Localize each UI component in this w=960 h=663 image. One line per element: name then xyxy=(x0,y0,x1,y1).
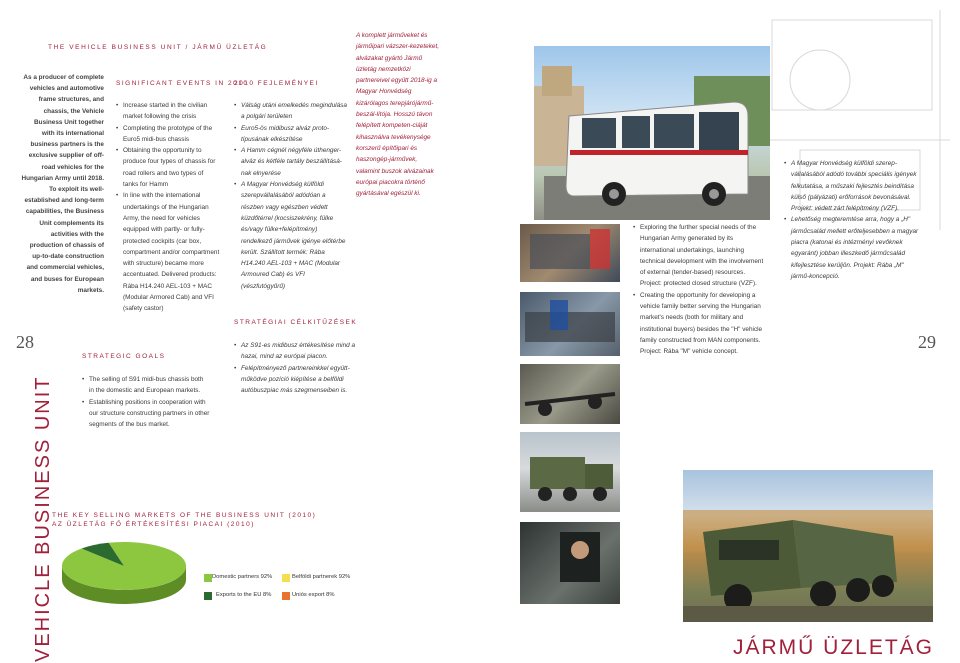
markets-title-en: THE KEY SELLING MARKETS OF THE BUSINESS UNIT (2010) xyxy=(52,512,317,519)
page-number-right: 29 xyxy=(918,332,936,352)
strategic-goals-list xyxy=(82,374,210,430)
highlight-paragraph: A komplett járműveket és járműipari vázszer-kezeteket, alvázakat gyártó Jármű üzletág nemzetközi partnereivel együtt 2018-ig a Magyar Honvédség kizárólagos terepjárójármű-beszál-lítója. Hosszú távon felépített kompeten-ciáját kihasználva tevékenysége korszerű építőipari és haszongép-járművek, valamint buszok alvázainak európai piacokra történő gyártásával egészül ki. xyxy=(356,32,439,198)
fejlemenyei-title: 2010 FEJLEMÉNYEI xyxy=(234,80,319,87)
military-truck-photo-small xyxy=(520,432,620,512)
list-item: • Creating the opportunity for developing a vehicle family better serving the Hungarian market's needs (both for military and institutional buyers) besides the "H" vehicle family constructed from MAN components. Project: Rába "M" vehicle concept. xyxy=(633,290,765,358)
legend-swatch-unios xyxy=(282,592,290,600)
military-truck-photo-large xyxy=(683,470,933,622)
right-hungarian-list xyxy=(784,158,920,282)
page-header: THE VEHICLE BUSINESS UNIT / JÁRMŰ ÜZLETÁG xyxy=(48,44,268,51)
list-item: • Lehetőség megteremtése arra, hogy a „H" járműcsalád mellett erőteljesebben a magyar piacra (katonai és intézményi vevőknek egyaránt) jobban illeszkedő járműcsalád kifejlesztése kerüljön. Projekt: Rába „M" jármű-koncepció. xyxy=(784,214,920,282)
significant-events-list xyxy=(116,100,220,315)
legend-label-domestic: Domestic partners 92% xyxy=(212,574,273,580)
markets-title-hu: AZ ÜZLETÁG FŐ ÉRTÉKESÍTÉSI PIACAI (2010) xyxy=(52,521,255,528)
celkituzesek-title: STRATÉGIAI CÉLKITŰZÉSEK xyxy=(234,319,358,326)
significant-events-title: SIGNIFICANT EVENTS IN 2010 xyxy=(116,80,249,87)
legend-label-exports: Exports to the EU 8% xyxy=(216,592,272,598)
list-item: • Az S91-es midibusz értékesítése mind a hazai, mind az európai piacon. xyxy=(234,340,358,363)
right-english-list xyxy=(633,222,765,358)
list-item: • Obtaining the opportunity to produce four types of chassis for road rollers and two types of tanks for Hamm xyxy=(116,145,220,190)
footer-title: JÁRMŰ ÜZLETÁG xyxy=(732,636,934,659)
vertical-title: VEHICLE BUSINESS UNIT xyxy=(32,375,54,662)
intro-paragraph: As a producer of complete vehicles and automotive frame structures, and chassis, the Vehicle Business Unit together with its international business partners is the exclusive supplier of off-road vehicles for the Hungarian Army until 2018. To exploit its well-established and long-term capabilities, the Business Unit complements its activities with the production of chassis of up-to-date construction and commercial vehicles, and buses for European markets. xyxy=(21,74,104,294)
legend-swatch-belfoldi xyxy=(282,574,290,582)
list-item: • Completing the prototype of the Euro5 midi-bus chassis xyxy=(116,123,220,146)
list-item: • A Hamm cégnél négyféle úthenger-alváz és kétféle tartály beszállításá-nak elnyerése xyxy=(234,145,348,179)
list-item: • In line with the international undertakings of the Hungarian Army, the need for vehicles equipped with partly- or fully-protected cockpits (car box, compartment and/or compartment with structure) became more accentuated. Delivered products: Rába H14.240 AEL-103 + MAC (Modular Armored Cab) and VFI (safety castor) xyxy=(116,190,220,314)
legend-swatch-exports xyxy=(204,592,212,600)
chassis-photo xyxy=(520,364,620,424)
list-item: • A Magyar Honvédség külföldi szerepvállalásából adódóan a részben vagy egészben védett küzdőtérrel (kocsiszekrény, fülke és/vagy fülke+felépítmény) rendelkező járművek igénye előtérbe került. Szállított termék: Rába H14.240 AEL-103 + MAC (Modular Armoured Cab) és VFI (vészfutógyűrű) xyxy=(234,179,348,292)
list-item: • Euro5-ös midibusz alváz proto-típusának elkészítése xyxy=(234,123,348,146)
workshop-photo-1 xyxy=(520,224,620,282)
list-item: • Increase started in the civilian market following the crisis xyxy=(116,100,220,123)
legend-label-unios: Uniós export 8% xyxy=(292,592,335,598)
workshop-photo-2 xyxy=(520,292,620,356)
strategic-goals-title: STRATEGIC GOALS xyxy=(82,353,166,360)
legend-label-belfoldi: Belföldi partnerek 92% xyxy=(292,574,351,580)
markets-pie-chart xyxy=(54,534,194,614)
legend-swatch-domestic xyxy=(204,574,212,582)
list-item: • Exploring the further special needs of the Hungarian Army generated by its international undertakings, launching technical development with the involvement of external (tender-based) resources. Project: protected closed structure (VZF). xyxy=(633,222,765,290)
cockpit-photo xyxy=(520,522,620,604)
page-number-left: 28 xyxy=(16,332,34,352)
fejlemenyei-list xyxy=(234,100,348,292)
list-item: • Establishing positions in cooperation with our structure constructing partners in other segments of the bus market. xyxy=(82,397,210,431)
celkituzesek-list xyxy=(234,340,358,396)
list-item: • A Magyar Honvédség külföldi szerep-vállalásából adódó további speciális igények felkutatása, a műszaki fejlesztés beindítása külső (pályázati) erőforrások bevonásával. Projekt: védett zárt felépítmény (VZF). xyxy=(784,158,920,214)
list-item: • Felépítményező partnereinkkel együtt-működve pozíció kiépítése a belföldi autóbuszpiac más szegmenseiben is. xyxy=(234,363,358,397)
list-item: • Válság utáni emelkedés megindulása a polgári területen xyxy=(234,100,348,123)
list-item: • The selling of S91 midi-bus chassis both in the domestic and European markets. xyxy=(82,374,210,397)
